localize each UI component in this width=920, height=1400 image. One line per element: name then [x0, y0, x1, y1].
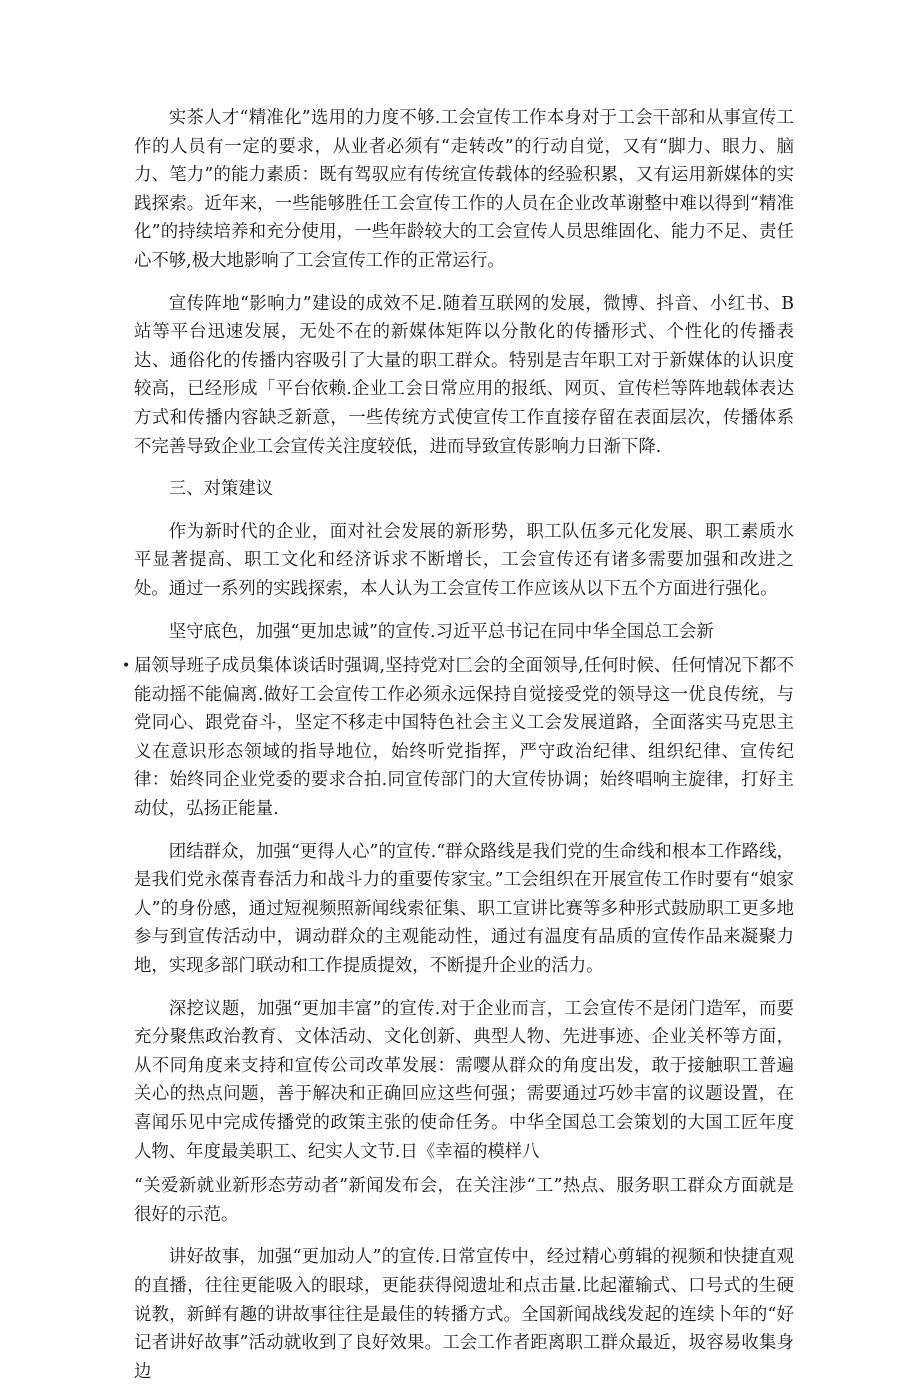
- paragraph-loyalty-body: [122, 652, 794, 824]
- paragraph-media-influence: 宣传阵地“影响力”建设的成效不足.随着互联网的发展，微博、抖音、小红书、B站等平台迅速发展，无处不在的新媒体矩阵以分散化的传播形式、个性化的传播表达、通俗化的传播内容吸引了大量的职工群众。特别是吉年职工对于新媒体的认识度较高，已经形成「平台依赖.企业工会日常应用的报纸、网页、宣传栏等阵地载体表达方式和传播内容缺乏新意，一些传统方式使宣传工作直接存留在表面层次，传播体系不完善导致企业工会宣传关注度较低，进而导致宣传影响力日渐下降.: [134, 293, 794, 457]
- paragraph-talent-selection: 实茶人才“精准化”选用的力度不够.工会宣传工作本身对于工会干部和从事宣传工作的人员有一定的要求，从业者必须有“走转改”的行动自觉，又有“脚力、眼力、脑力、笔力”的能力素质：既有驾驭应有传统宣传载体的经验积累，又有运用新媒体的实践探索。近年来，一些能够胜任工会宣传工作的人员在企业改革谢整中难以得到“精准化”的持续培养和充分使用，一些年龄较大的工会宣传人员思维固化、能力不足、责任心不够,极大地影响了工会宣传工作的正常运行。: [134, 108, 794, 271]
- paragraph-good-stories: 讲好故事，加强“更加动人”的宣传.日常宣传中，经过精心剪辑的视频和快捷直观的直播，往往更能吸入的眼球，更能获得阅遗址和点击量.比起灌输式、口号式的生硬说教，新鲜有趣的讲故事往往是最佳的转播方式。全国新闻战线发起的连续卜年的“好记者讲好故事”活动就收到了良好效果。工会工作者距离职工群众最近，圾容易收集身边: [134, 1247, 794, 1382]
- paragraph-loyalty-lead: 坚守底色，加强“更加忠诚”的宣传.习近平总书记在同中华全国总工会新: [168, 621, 714, 642]
- section-heading-recommendations: 三、对策建议: [168, 479, 274, 500]
- paragraph-rich-topics-cont: “关爱新就业新形态劳动者”新闻发布会，在关注涉“工”热点、服务职工群众方面就是很好的示范。: [134, 1176, 794, 1225]
- paragraph-recommendations-intro: 作为新时代的企业，面对社会发展的新形势，职工队伍多元化发展、职工素质水平显著提高、职工文化和经济诉求不断增长，工会宣传还有诸多需要加强和改进之处。通过一系列的实践探索，本人认为工会宣传工作应该从以下五个方面进行强化。: [134, 521, 794, 599]
- bullet-mark: •: [122, 658, 131, 675]
- paragraph-unite-masses: 团结群众，加强“更得人心”的宣传.“群众路线是我们党的生命线和根本工作路线，是我们党永葆青春活力和战斗力的重要传家宝。”工会组织在开展宣传工作时要有“娘家人”的身份感，通过短视频照新闻线索征集、职工宣讲比赛等多种形式鼓励职工更多地参与到宣传活动中，调动群众的主观能动性，通过有温度有品质的宣传作品来凝聚力地，实现多部门联动和工作提质提效，不断提升企业的活力。: [134, 841, 794, 977]
- document-body: [122, 104, 794, 1400]
- paragraph-loyalty-text: 届领导班子成员集体谈话时强调,坚持党对匚会的全面领导,任何时候、任何情况下都不能动摇不能偏离.做好工会宣传工作必须永远保持自觉接受党的领导这一优良传统，与党同心、跟党奋斗，坚定不移走中国特色社会主义工会发展道路，全面落实马克思主义在意识形态领域的指导地位，始终听党指挥，严守政治纪律、组织纪律、宣传纪律：始终同企业党委的要求合拍.同宣传部门的大宣传协调；始终唱响主旋律，打好主动仗，弘扬正能量.: [134, 656, 794, 820]
- paragraph-rich-topics: 深挖议题，加强“更加丰富”的宣传.对于企业而言，工会宣传不是闭门造军，而要充分聚焦政治教育、文体活动、文化创新、典型人物、先进事迹、企业关杯等方面，从不同角度来支持和宣传公司改革发展：需嘤从群众的角度出发，敢于接触职工普遍关心的热点问题，善于解决和正确回应这些何强；需要通过巧妙丰富的议题设置，在喜闻乐见中完成传播党的政策主张的使命任务。中华全国总工会策划的大国工匠年度人物、年度最美职工、纪实人文节.日《幸福的模样八: [134, 998, 794, 1162]
